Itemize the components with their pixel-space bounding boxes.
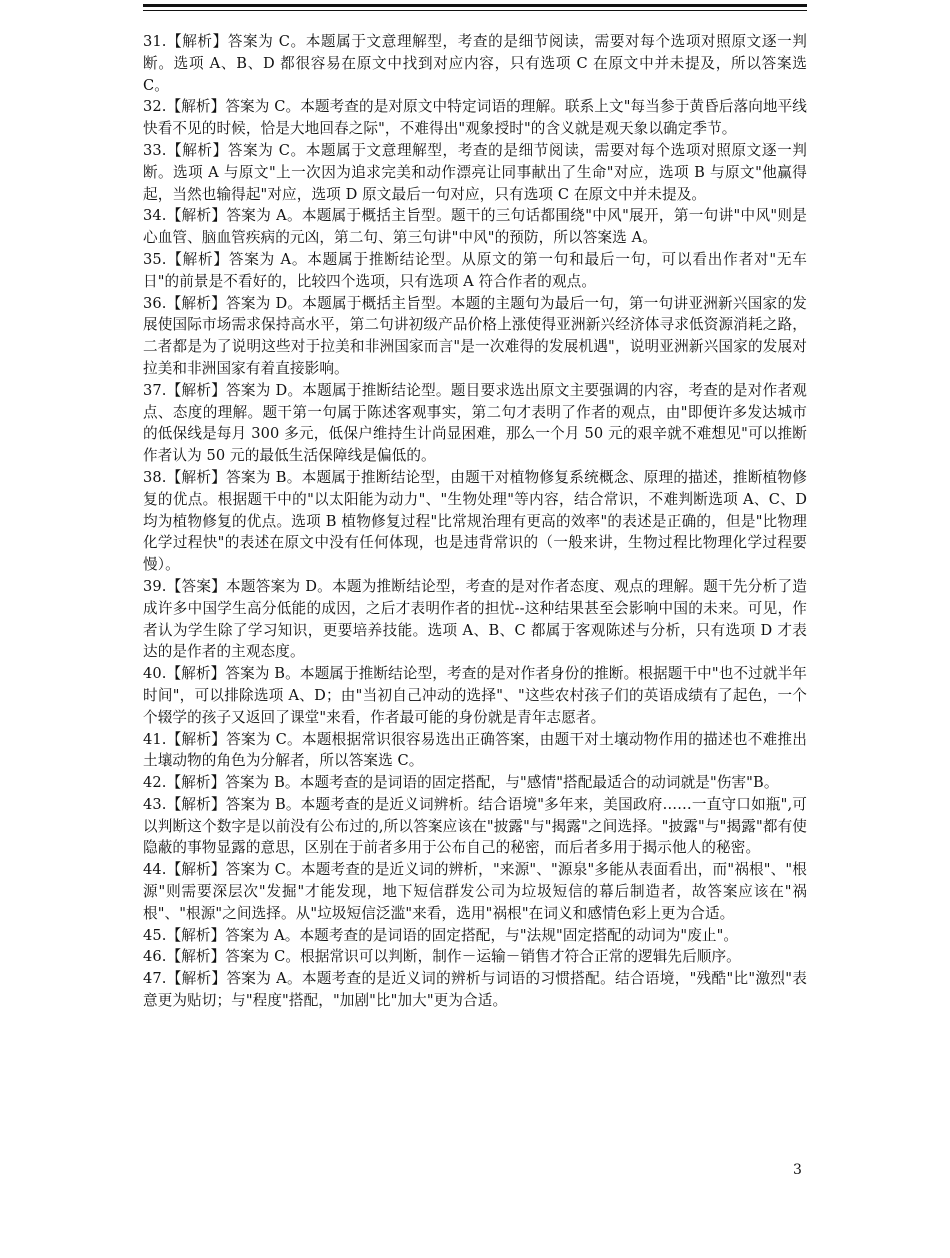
- explanation-46: 46.【解析】答案为 C。根据常识可以判断，制作－运输－销售才符合正常的逻辑先后顺序。: [143, 948, 741, 966]
- header-rule-thin: [143, 10, 807, 11]
- explanation-36: 36.【解析】答案为 D。本题属于概括主旨型。本题的主题句为最后一句，第一句讲亚洲新兴国家的发展使国际市场需求保持高水平，第二句讲初级产品价格上涨使得亚洲新兴经济体寻求低资源消耗之路，二者都是为了说明这些对于拉美和非洲国家而言"是一次难得的发展机遇"，说明亚洲新兴国家的发展对拉美和非洲国家有着直接影响。: [143, 294, 807, 377]
- explanation-42: 42.【解析】答案为 B。本题考查的是词语的固定搭配，与"感情"搭配最适合的动词就是"伤害"B。: [143, 774, 779, 792]
- explanation-32: 32.【解析】答案为 C。本题考查的是对原文中特定词语的理解。联系上文"每当参于黄昏后落向地平线快看不见的时候，恰是大地回春之际"，不难得出"观象授时"的含义就是观天象以确定季节。: [143, 98, 807, 138]
- explanation-35: 35.【解析】答案为 A。本题属于推断结论型。从原文的第一句和最后一句，可以看出作者对"无车日"的前景是不看好的，比较四个选项，只有选项 A 符合作者的观点。: [143, 250, 807, 290]
- explanation-43: 43.【解析】答案为 B。本题考查的是近义词辨析。结合语境"多年来，美国政府……一直守口如瓶",可以判断这个数字是以前没有公布过的,所以答案应该在"披露"与"揭露"之间选择。"披露"与"揭露"都有使隐蔽的事物显露的意思，区别在于前者多用于公布自己的秘密，而后者多用于揭示他人的秘密。: [143, 795, 807, 857]
- explanation-47: 47.【解析】答案为 A。本题考查的是近义词的辨析与词语的习惯搭配。结合语境，"残酷"比"激烈"表意更为贴切；与"程度"搭配，"加剧"比"加大"更为合适。: [143, 970, 807, 1010]
- explanation-38: 38.【解析】答案为 B。本题属于推断结论型，由题干对植物修复系统概念、原理的描述，推断植物修复的优点。根据题干中的"以太阳能为动力"、"生物处理"等内容，结合常识，不难判断选项 A、C、D 均为植物修复的优点。选项 B 植物修复过程"比常规治理有更高的效率"的表述是正确的，但是"比物理化学过程快"的表述在原文中没有任何体现，也是违背常识的（一般来讲，生物过程比物理化学过程要慢）。: [143, 468, 807, 574]
- explanation-37: 37.【解析】答案为 D。本题属于推断结论型。题目要求选出原文主要强调的内容，考查的是对作者观点、态度的理解。题干第一句属于陈述客观事实，第二句才表明了作者的观点，由"即便许多发达城市的低保线是每月 300 多元，低保户维持生计尚显困难，那么一个月 50 元的艰辛就不难想见"可以推断作者认为 50 元的最低生活保障线是偏低的。: [143, 381, 807, 465]
- explanation-45: 45.【解析】答案为 A。本题考查的是词语的固定搭配，与"法规"固定搭配的动词为"废止"。: [143, 926, 739, 944]
- explanation-44: 44.【解析】答案为 C。本题考查的是近义词的辨析，"来源"、"源泉"多能从表面看出，而"祸根"、"根源"则需要深层次"发掘"才能发现，地下短信群发公司为垃圾短信的幕后制造者，故答案应该在"祸根"、"根源"之间选择。从"垃圾短信泛滥"来看，选用"祸根"在词义和感情色彩上更为合适。: [143, 861, 807, 922]
- answer-explanations: [143, 31, 807, 1012]
- page-number: 3: [793, 1162, 802, 1178]
- explanation-39: 39.【答案】本题答案为 D。本题为推断结论型，考查的是对作者态度、观点的理解。题干先分析了造成许多中国学生高分低能的成因，之后才表明作者的担忧--这种结果甚至会影响中国的未来。可见，作者认为学生除了学习知识，更要培养技能。选项 A、B、C 都属于客观陈述与分析，只有选项 D 才表达的是作者的主观态度。: [143, 577, 807, 661]
- explanation-34: 34.【解析】答案为 A。本题属于概括主旨型。题干的三句话都围绕"中风"展开，第一句讲"中风"则是心血管、脑血管疾病的元凶，第二句、第三句讲"中风"的预防，所以答案选 A。: [143, 207, 807, 247]
- explanation-40: 40.【解析】答案为 B。本题属于推断结论型，考查的是对作者身份的推断。根据题干中"也不过就半年时间"，可以排除选项 A、D；由"当初自己冲动的选择"、"这些农村孩子们的英语成绩有了起色，一个个辍学的孩子又返回了课堂"来看，作者最可能的身份就是青年志愿者。: [143, 665, 807, 726]
- explanation-33: 33.【解析】答案为 C。本题属于文意理解型，考查的是细节阅读，需要对每个选项对照原文逐一判断。选项 A 与原文"上一次因为追求完美和动作漂亮让同事献出了生命"对应，选项 B 与原文"他赢得起，当然也输得起"对应，选项 D 原文最后一句对应，只有选项 C 在原文中并未提及。: [143, 141, 807, 203]
- header-rule-thick: [143, 4, 807, 7]
- explanation-41: 41.【解析】答案为 C。本题根据常识很容易选出正确答案，由题干对土壤动物作用的描述也不难推出土壤动物的角色为分解者，所以答案选 C。: [143, 730, 807, 770]
- explanation-31: 31.【解析】答案为 C。本题属于文意理解型，考查的是细节阅读，需要对每个选项对照原文逐一判断。选项 A、B、D 都很容易在原文中找到对应内容，只有选项 C 在原文中并未提及，所以答案选 C。: [143, 33, 807, 94]
